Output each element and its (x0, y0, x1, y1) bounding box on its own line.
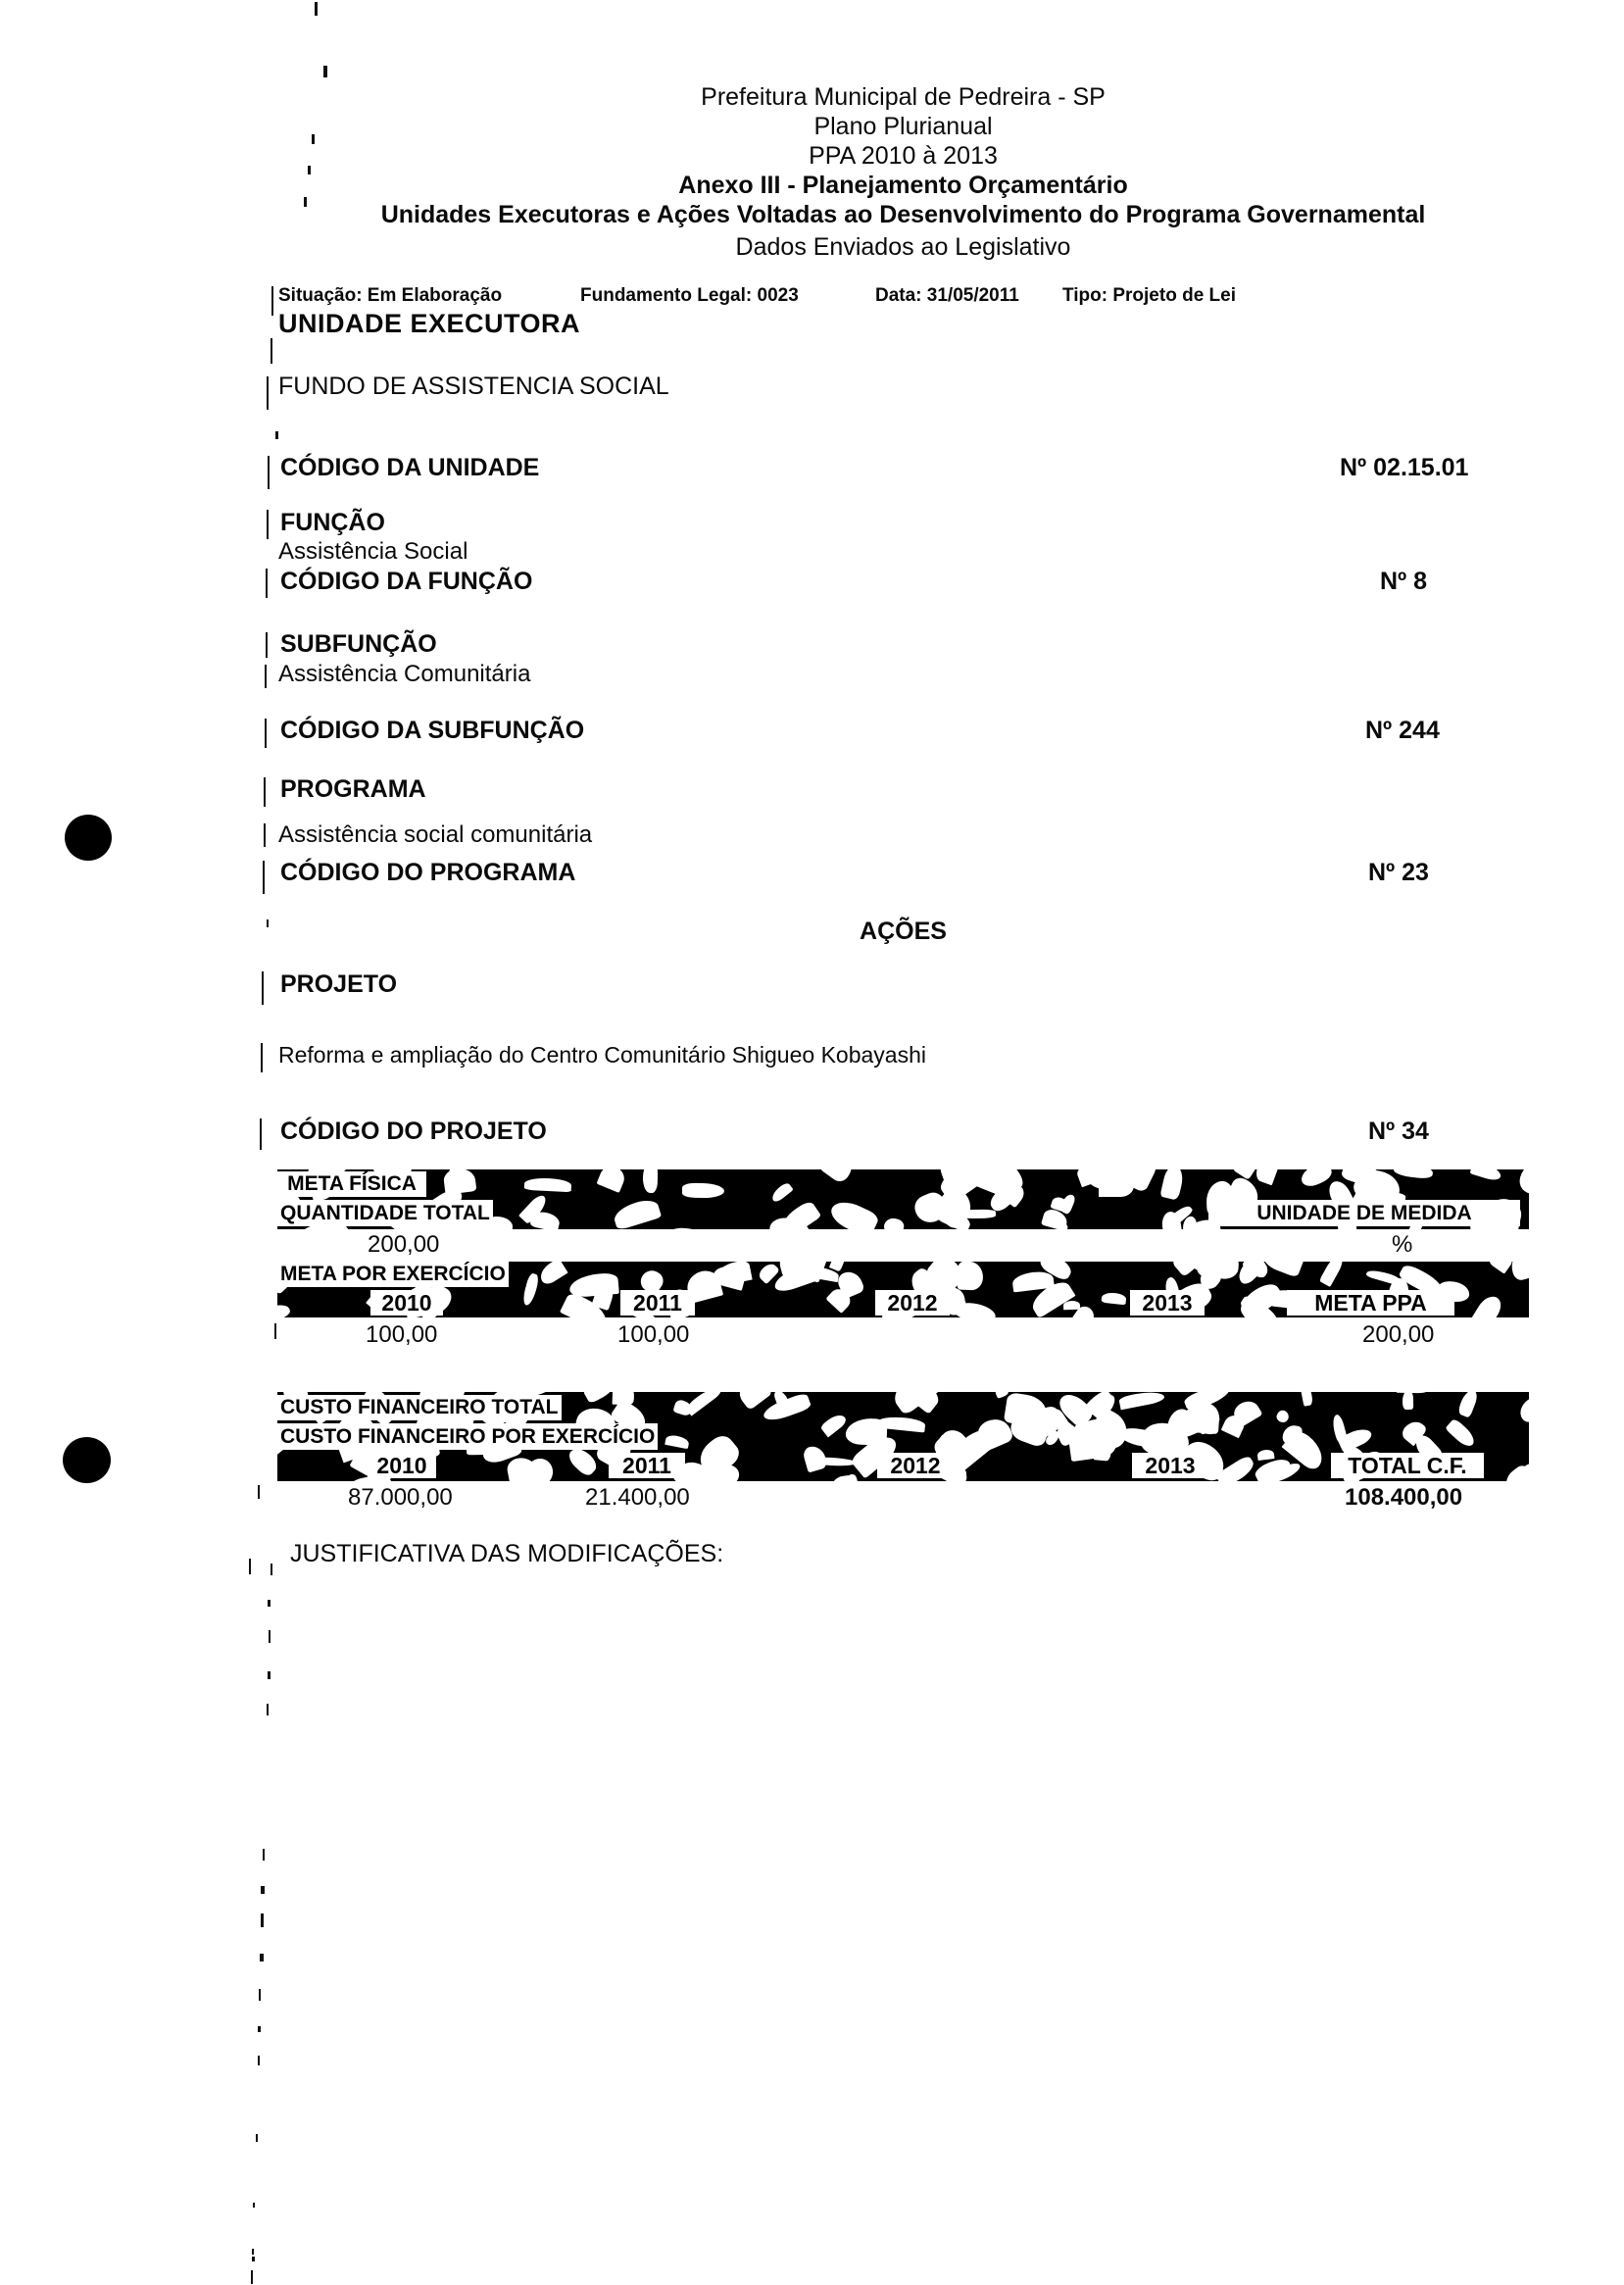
unidade-de-medida-value: % (1392, 1231, 1413, 1258)
scan-tick (251, 2270, 253, 2284)
funcao-value: Assistência Social (278, 538, 468, 565)
punch-hole-dot-top (65, 815, 112, 861)
scan-tick (308, 166, 311, 174)
codigo-subfuncao-label: CÓDIGO DA SUBFUNÇÃO (280, 717, 585, 744)
scan-tick (267, 376, 269, 410)
scan-tick (252, 2249, 254, 2255)
codigo-funcao-value: Nº 8 (1380, 568, 1428, 595)
scan-tick (266, 632, 268, 658)
programa-value: Assistência social comunitária (278, 821, 593, 848)
unidade-executora-value: FUNDO DE ASSISTENCIA SOCIAL (278, 373, 669, 400)
scan-tick (261, 1913, 264, 1927)
codigo-projeto-label: CÓDIGO DO PROJETO (280, 1118, 547, 1145)
codigo-programa-label: CÓDIGO DO PROGRAMA (280, 859, 576, 886)
meta-por-exercicio-header-bar (277, 1262, 1529, 1317)
custo-ano-2011-label: 2011 (609, 1453, 685, 1478)
scan-tick (266, 569, 268, 598)
programa-label: PROGRAMA (280, 775, 426, 803)
meta-ano-2011-label: 2011 (620, 1290, 695, 1316)
scan-tick (259, 1989, 261, 2001)
header-ppa-period: PPA 2010 à 2013 (809, 142, 998, 170)
meta-por-exercicio-title: META POR EXERCÍCIO (277, 1262, 509, 1287)
codigo-unidade-value: Nº 02.15.01 (1340, 454, 1469, 481)
scan-tick (269, 1630, 271, 1643)
custo-total-cf-label: TOTAL C.F. (1331, 1453, 1484, 1478)
subfuncao-label: SUBFUNÇÃO (280, 630, 437, 658)
meta-valor-2010: 100,00 (366, 1321, 438, 1348)
scan-tick (260, 1954, 264, 1962)
status-fundamento-legal: Fundamento Legal: 0023 (580, 285, 799, 306)
scan-tick (275, 431, 278, 439)
scan-tick (261, 1886, 265, 1894)
scan-tick (264, 777, 266, 807)
scan-tick (258, 2056, 260, 2065)
scan-tick (263, 1849, 265, 1861)
header-unidades-executoras: Unidades Executoras e Ações Voltadas ao Desenvolvimento do Programa Governamental (380, 201, 1426, 228)
unidade-de-medida-label: UNIDADE DE MEDIDA (1208, 1200, 1520, 1226)
scan-tick (274, 1323, 276, 1339)
meta-fisica-title: META FÍSICA (277, 1171, 426, 1197)
header-municipality: Prefeitura Municipal de Pedreira - SP (701, 83, 1106, 111)
meta-ppa-value: 200,00 (1362, 1321, 1435, 1348)
scan-tick (267, 919, 269, 927)
subfuncao-value: Assistência Comunitária (278, 661, 531, 687)
meta-ppa-label: META PPA (1287, 1290, 1454, 1316)
scan-tick (264, 823, 266, 847)
codigo-projeto-value: Nº 34 (1368, 1118, 1429, 1145)
scan-tick (267, 1704, 269, 1715)
scan-tick (312, 134, 315, 144)
scan-tick (265, 719, 267, 748)
meta-ano-2012-label: 2012 (875, 1290, 950, 1316)
scan-tick (323, 66, 327, 77)
projeto-label: PROJETO (280, 970, 398, 998)
meta-fisica-header-bar (277, 1169, 1529, 1229)
unidade-executora-label: UNIDADE EXECUTORA (278, 309, 581, 338)
quantidade-total-value: 200,00 (368, 1231, 440, 1258)
scan-tick (253, 2203, 255, 2208)
custo-valor-2010: 87.000,00 (348, 1484, 453, 1511)
scan-tick (252, 2257, 255, 2261)
scan-tick (271, 338, 272, 364)
scan-tick (249, 1559, 251, 1574)
scan-tick (271, 286, 273, 316)
meta-valor-2011: 100,00 (617, 1321, 690, 1348)
codigo-unidade-label: CÓDIGO DA UNIDADE (280, 454, 540, 481)
custo-valor-2011: 21.400,00 (585, 1484, 690, 1511)
codigo-programa-value: Nº 23 (1368, 859, 1429, 886)
funcao-label: FUNÇÃO (280, 509, 385, 536)
status-tipo: Tipo: Projeto de Lei (1062, 285, 1236, 306)
projeto-value: Reforma e ampliação do Centro Comunitário Shigueo Kobayashi (278, 1042, 926, 1068)
scan-tick (265, 665, 267, 688)
scan-tick (256, 2134, 258, 2142)
header-anexo: Anexo III - Planejamento Orçamentário (678, 172, 1128, 199)
custo-ano-2013-label: 2013 (1132, 1453, 1208, 1478)
quantidade-total-label: QUANTIDADE TOTAL (277, 1200, 493, 1226)
justificativa-label: JUSTIFICATIVA DAS MODIFICAÇÕES: (290, 1540, 724, 1567)
custo-financeiro-total-title: CUSTO FINANCEIRO TOTAL (277, 1395, 562, 1420)
scan-tick (268, 1671, 271, 1679)
header-dados-legislativo: Dados Enviados ao Legislativo (735, 233, 1071, 261)
scan-tick (263, 861, 265, 894)
custo-por-exercicio-label: CUSTO FINANCEIRO POR EXERCÍCIO (277, 1423, 658, 1450)
scan-tick (258, 2026, 261, 2032)
scan-tick (271, 1564, 272, 1575)
codigo-funcao-label: CÓDIGO DA FUNÇÃO (280, 568, 533, 595)
scan-tick (267, 510, 269, 539)
scan-tick (258, 1485, 260, 1499)
scan-tick (268, 1600, 271, 1607)
status-situacao: Situação: Em Elaboração (278, 285, 503, 306)
scan-tick (315, 2, 318, 16)
custo-ano-2010-label: 2010 (368, 1453, 436, 1478)
codigo-subfuncao-value: Nº 244 (1365, 717, 1440, 744)
punch-hole-dot-bottom (63, 1437, 111, 1483)
meta-ano-2013-label: 2013 (1130, 1290, 1205, 1316)
acoes-title: AÇÕES (860, 918, 947, 945)
custo-ano-2012-label: 2012 (877, 1453, 954, 1478)
meta-ano-2010-label: 2010 (370, 1290, 443, 1316)
scan-tick (261, 1043, 263, 1072)
scan-tick (268, 456, 270, 489)
scan-tick (262, 971, 264, 1005)
status-data: Data: 31/05/2011 (875, 285, 1019, 306)
custo-total-cf-value: 108.400,00 (1345, 1484, 1463, 1511)
scan-tick (304, 197, 307, 207)
scan-tick (260, 1118, 262, 1150)
custo-financeiro-header-bar (277, 1392, 1529, 1481)
header-plano-plurianual: Plano Plurianual (813, 113, 993, 140)
